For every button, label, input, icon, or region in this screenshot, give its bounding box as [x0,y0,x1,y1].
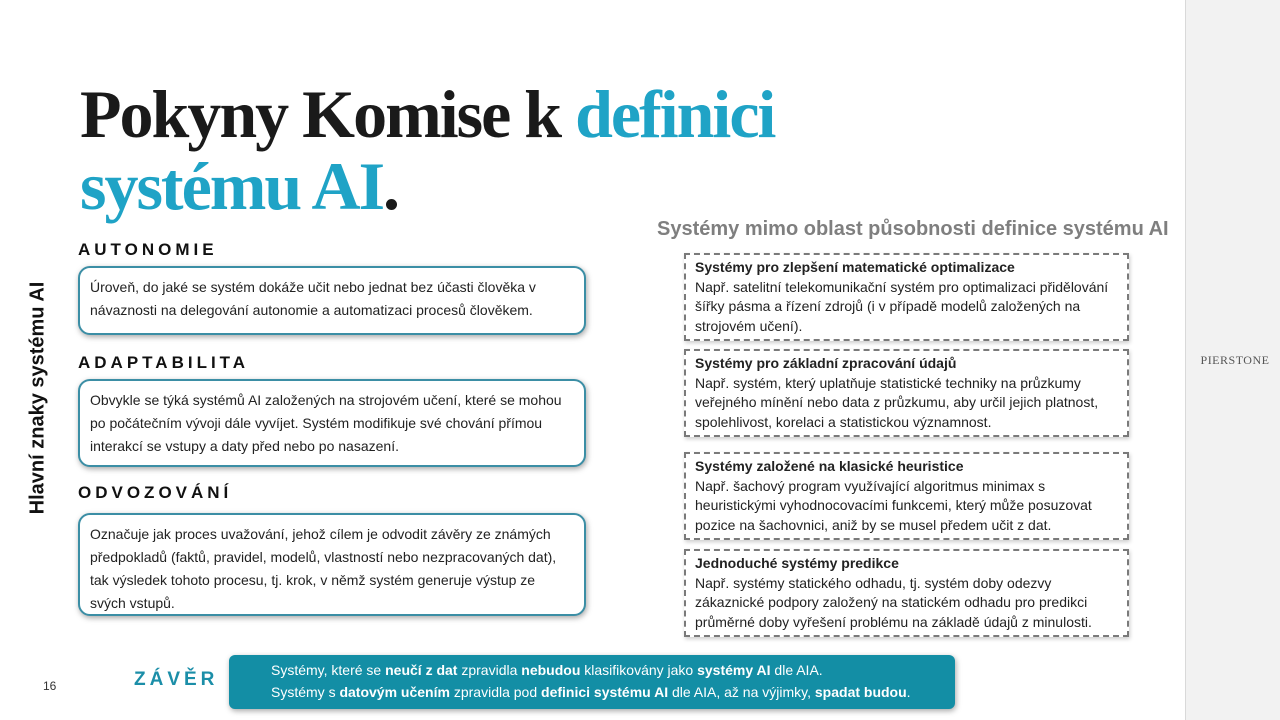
conclusion-text: dle AIA. [770,662,823,678]
conclusion-text: Systémy, které se [271,662,386,678]
right-column-title: Systémy mimo oblast působnosti definice systému AI [657,218,1169,240]
scope-box-heuristics [684,452,1129,540]
conclusion-emphasis: neučí z dat [385,662,458,678]
title-part1: Pokyny Komise k [80,76,576,152]
title-accent2: systému AI [80,148,384,224]
scope-box-optimization [684,253,1129,341]
conclusion-text: klasifikovány jako [580,662,698,678]
section-heading-odvozovani: ODVOZOVÁNÍ [78,483,233,502]
section-card-autonomie: Úroveň, do jaké se systém dokáže učit nebo jednat bez účasti člověka v návaznosti na delegování autonomie a automatizaci procesů člověkem. [78,266,586,335]
scope-box-data-processing [684,349,1129,437]
conclusion-emphasis: spadat budou [814,684,907,700]
conclusion-line-1 [271,659,945,681]
title-dot: . [383,148,399,224]
conclusion-emphasis: systémy AI [697,662,771,678]
scope-box-text: Např. šachový program využívající algoritmus minimax s heuristickými vyhodnocovacími funkcemi, který může posuzovat pozice na šachovnici, aniž by se musel předem učit z dat. [695,477,1092,533]
conclusion-label: ZÁVĚR [134,669,219,690]
vertical-label: Hlavní znaky systému AI [26,281,49,515]
scope-box-prediction [684,549,1129,637]
section-heading-autonomie: AUTONOMIE [78,240,218,259]
conclusion-text: . [906,684,911,700]
brand-logo: PIERSTONE [1200,353,1270,367]
scope-box-title: Systémy založené na klasické heuristice [695,458,964,474]
conclusion-line-2 [271,681,945,703]
conclusion-emphasis: datovým učením [339,684,450,700]
conclusion-emphasis: nebudou [521,662,581,678]
conclusion-text: Systémy s [271,684,340,700]
scope-box-title: Systémy pro základní zpracování údajů [695,355,957,371]
scope-box-title: Jednoduché systémy predikce [695,555,899,571]
page-number: 16 [43,679,57,693]
section-card-adaptabilita: Obvykle se týká systémů AI založených na strojovém učení, které se mohou po počátečním vývoji dále vyvíjet. Systém modifikuje své chování přímou interakcí se vstupy a daty před nebo po nasazení. [78,379,586,467]
scope-box-text: Např. systém, který uplatňuje statistické techniky na průzkumy veřejného mínění nebo data z průzkumu, aby určil jejich platnost, spolehlivost, korelaci a statistickou významnost. [695,374,1099,430]
scope-box-text: Např. satelitní telekomunikační systém pro optimalizaci přidělování šířky pásma a řízení zdrojů (i v případě modelů založených na strojovém učení). [695,278,1109,334]
page-title [80,78,880,222]
title-accent1: definici [575,76,775,152]
scope-box-title: Systémy pro zlepšení matematické optimalizace [695,259,1015,275]
conclusion-text: dle AIA, až na výjimky, [668,684,815,700]
conclusion-text: zpravidla pod [449,684,542,700]
section-heading-adaptabilita: ADAPTABILITA [78,353,250,372]
scope-box-text: Např. systémy statického odhadu, tj. systém doby odezvy zákaznické podpory založený na statickém odhadu pro predikci průměrné doby vyřešení problému na základě údajů z minulosti. [695,574,1092,630]
conclusion-emphasis: definici systému AI [541,684,669,700]
conclusion-box [229,655,955,709]
section-card-odvozovani: Označuje jak proces uvažování, jehož cílem je odvodit závěry ze známých předpokladů (faktů, pravidel, modelů, vlastností nebo nezpracovaných dat), tak výsledek tohoto procesu, tj. krok, v němž systém generuje výstup ze svých vstupů. [78,513,586,616]
conclusion-text: zpravidla [457,662,522,678]
